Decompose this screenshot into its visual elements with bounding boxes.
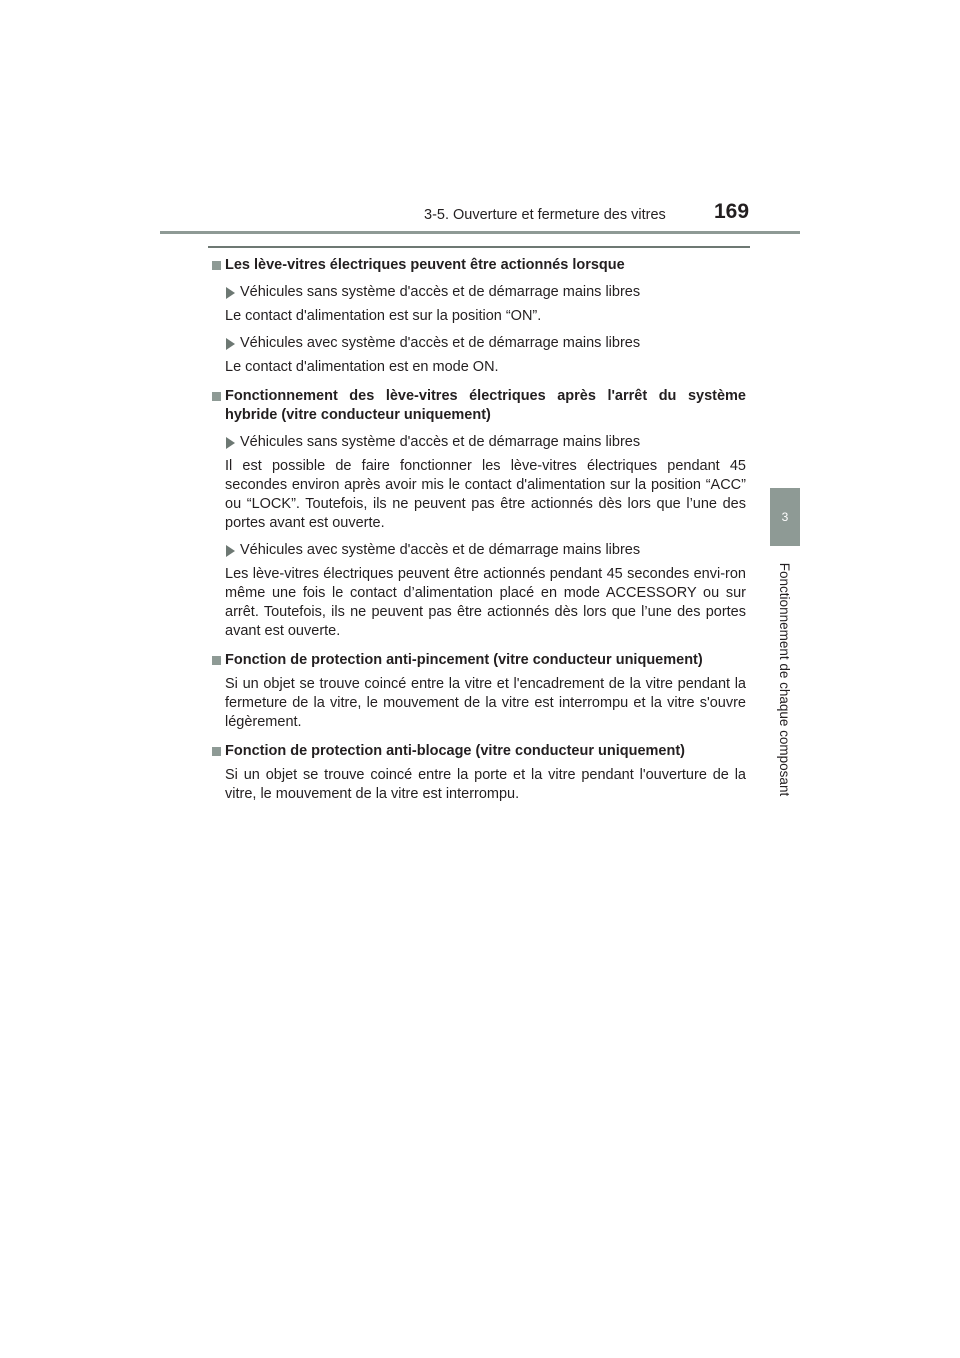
condition-item	[210, 541, 746, 560]
content-rule	[208, 246, 750, 248]
condition-text: Véhicules sans système d'accès et de démarrage mains libres	[240, 284, 641, 300]
chapter-label	[775, 548, 795, 810]
chapter-label-text: Fonctionnement de chaque composant	[777, 562, 793, 796]
section-heading-text: Fonction de protection anti-blocage (vitre conducteur uniquement)	[225, 743, 685, 759]
condition-item	[210, 283, 746, 302]
triangle-bullet-icon	[226, 338, 235, 350]
section-title: 3-5. Ouverture et fermeture des vitres	[424, 207, 666, 223]
section-heading	[210, 387, 746, 425]
page-content	[210, 256, 746, 809]
section-heading-text: Les lève-vitres électriques peuvent être actionnés lorsque	[225, 257, 625, 273]
condition-text: Véhicules sans système d'accès et de démarrage mains libres	[240, 434, 641, 450]
section-heading	[210, 651, 746, 670]
chapter-tab: 3	[770, 488, 800, 546]
condition-item	[210, 334, 746, 353]
square-bullet-icon	[212, 747, 221, 756]
section-heading-text: Fonction de protection anti-pincement (vitre conducteur uniquement)	[225, 652, 703, 668]
page-number: 169	[714, 200, 750, 223]
paragraph: Le contact d'alimentation est en mode ON.	[225, 359, 499, 375]
paragraph: Le contact d'alimentation est sur la position “ON”.	[225, 308, 542, 324]
header-rule	[160, 231, 800, 234]
square-bullet-icon	[212, 392, 221, 401]
condition-text: Véhicules avec système d'accès et de démarrage mains libres	[240, 542, 641, 558]
condition-text: Véhicules avec système d'accès et de démarrage mains libres	[240, 335, 641, 351]
triangle-bullet-icon	[226, 437, 235, 449]
section-heading	[210, 742, 746, 761]
paragraph: Les lève-vitres électriques peuvent être actionnés pendant 45 secondes envi-ron même une fois le contact d’alimentation placé en mode ACCESSORY ou sur arrêt. Toutefois, ils ne peuvent pas être actionnés dès lors que l’une des portes avant est ouverte.	[225, 566, 746, 639]
condition-item	[210, 433, 746, 452]
triangle-bullet-icon	[226, 287, 235, 299]
section-heading-text: Fonctionnement des lève-vitres électriques après l'arrêt du système hybride (vitre conducteur uniquement)	[225, 388, 746, 423]
paragraph: Si un objet se trouve coincé entre la vitre et l'encadrement de la vitre pendant la fermeture de la vitre, le mouvement de la vitre est interrompu et la vitre s'ouvre légèrement.	[225, 676, 746, 730]
section-heading	[210, 256, 746, 275]
paragraph: Il est possible de faire fonctionner les lève-vitres électriques pendant 45 secondes environ après avoir mis le contact d'alimentation sur la position “ACC” ou “LOCK”. Toutefois, ils ne peuvent pas être actionnés dès lors que l’une des portes avant est ouverte.	[225, 458, 746, 531]
triangle-bullet-icon	[226, 545, 235, 557]
square-bullet-icon	[212, 656, 221, 665]
square-bullet-icon	[212, 261, 221, 270]
paragraph: Si un objet se trouve coincé entre la porte et la vitre pendant l'ouverture de la vitre, le mouvement de la vitre est interrompu.	[225, 767, 746, 802]
